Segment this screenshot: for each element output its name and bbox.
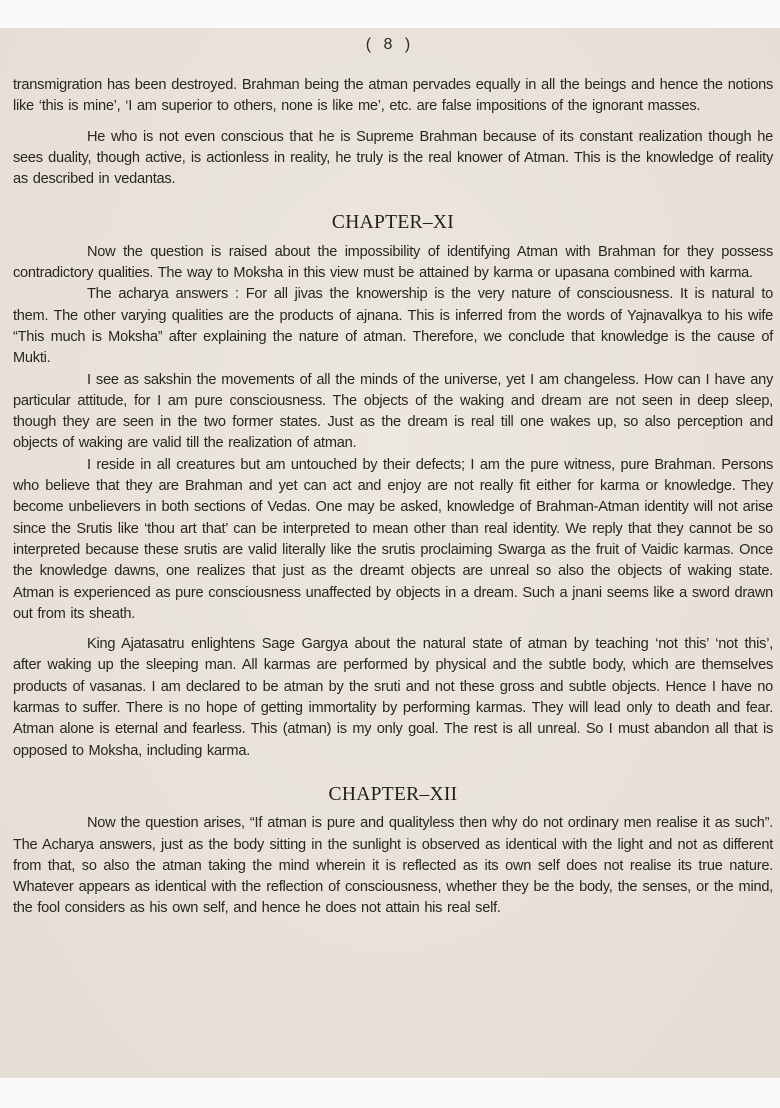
- paragraph: Now the question arises, “If atman is pure and qualityless then why do not ordinary men realise it as such”. The Acharya answers, just as the body sitting in the sunlight is observed as identical with the light and not as different from that, so also the atman taking the mind wherein it is reflected as its own self does not realise its true nature. Whatever appears as identical with the reflection of consciousness, whether they be the body, the senses, or the mind, the fool considers as his own self, and hence he does not attain his real self.: [13, 815, 773, 917]
- paragraph: transmigration has been destroyed. Brahman being the atman pervades equally in all the beings and hence the notions like ‘this is mine’, ‘I am superior to others, none is like me’, etc. are false impositions of the ignorant masses.: [13, 77, 773, 115]
- paragraph: I see as sakshin the movements of all the minds of the universe, yet I am changeless. How can I have any particular attitude, for I am pure consciousness. The objects of the waking and dream are not seen in deep sleep, though they are seen in the two former states. Just as the dream is real till one wakes up, so also perception and objects of waking are valid till the realization of atman.: [13, 371, 773, 452]
- scanned-page: [0, 28, 780, 1078]
- chapter-heading: CHAPTER–XI: [331, 212, 455, 234]
- paragraph: Now the question is raised about the impossibility of identifying Atman with Brahman for they possess contradictory qualities. The way to Moksha in this view must be attained by karma or upasana combined with karma.: [13, 243, 773, 282]
- page-number: ( 8 ): [365, 36, 415, 53]
- paragraph: The acharya answers : For all jivas the knowership is the very nature of consciousness. It is natural to them. The other varying qualities are the products of ajnana. This is inferred from the words of Yajnavalkya to his wife “This much is Moksha” after explaining the nature of atman. Therefore, we conclude that knowledge is the cause of Mukti.: [13, 286, 773, 367]
- paragraph: I reside in all creatures but am untouched by their defects; I am the pure witness, pure Brahman. Persons who believe that they are Brahman and yet can act and enjoy are not really fit either for karma or knowledge. They become unbelievers in both sections of Vedas. One may be asked, knowledge of Brahman-Atman identity will not arise since the Srutis like ‘thou art that’ can be interpreted to mean other than real identity. We reply that they cannot be so interpreted because these srutis are valid literally like the srutis proclaiming Swarga as the fruit of Vaidic karmas. Once the knowledge dawns, one realizes that just as the dreamt objects are unreal so also the objects of waking state. Atman is experienced as pure consciousness unaffected by objects in a dream. Such a jnani seems like a sword drawn out from its sheath.: [13, 456, 773, 622]
- paragraph: He who is not even conscious that he is Supreme Brahman because of its constant realization though he sees duality, though active, is actionless in reality, he truly is the real knower of Atman. This is the knowledge of reality as described in vedantas.: [13, 128, 773, 188]
- chapter-heading: CHAPTER–XII: [328, 783, 458, 805]
- page-body: [13, 75, 773, 929]
- paragraph: King Ajatasatru enlightens Sage Gargya about the natural state of atman by teaching ‘not this’ ‘not this’, after waking up the sleeping man. All karmas are performed by physical and the subtle body, which are themselves products of vasanas. I am declared to be atman by the sruti and not these gross and subtle objects. Hence I have no karmas to suffer. There is no hope of getting immortality by performing karmas. They will lead only to death and fear. Atman alone is eternal and fearless. This (atman) is my only goal. The rest is all unreal. So I must abandon all that is opposed to Moksha, including karma.: [13, 636, 773, 759]
